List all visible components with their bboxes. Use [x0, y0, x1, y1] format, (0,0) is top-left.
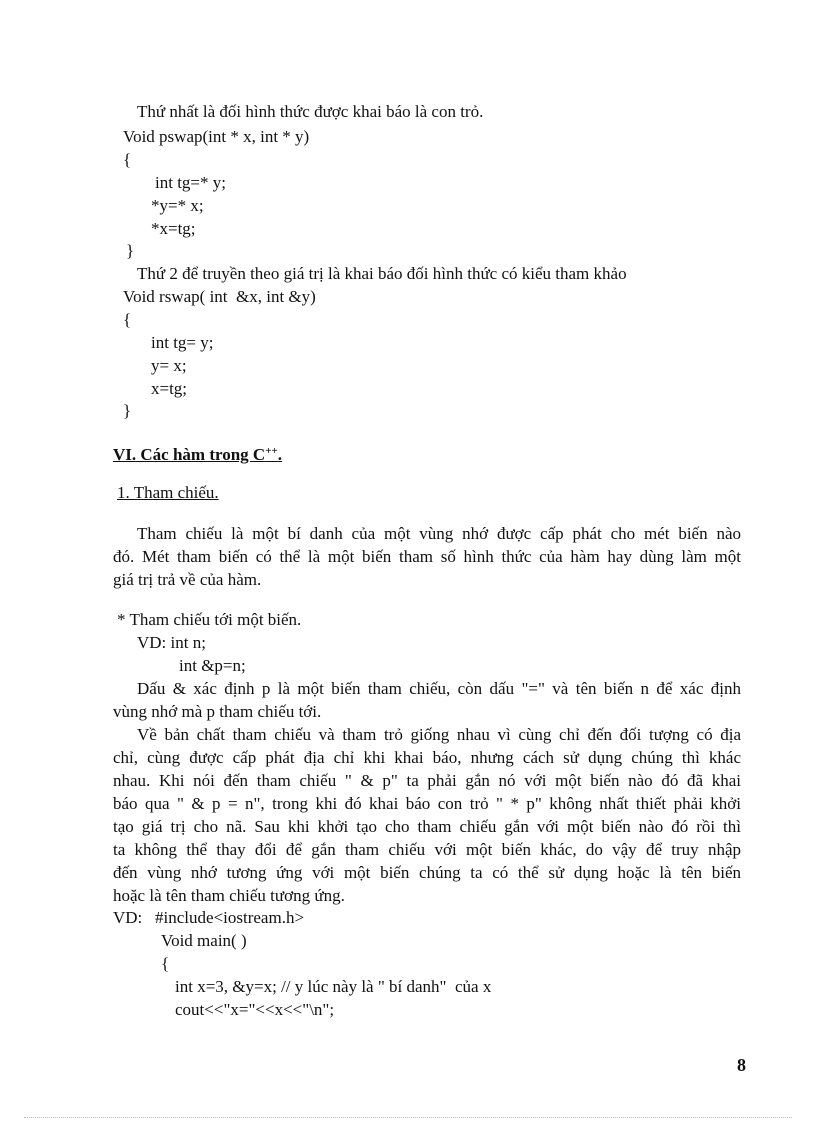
- code2-line: y= x;: [151, 356, 187, 375]
- vd1-line: VD: int n;: [137, 633, 206, 652]
- vd2-line: int x=3, &y=x; // y lúc này là " bí danh" của x: [175, 977, 492, 996]
- section-heading-sup: ++: [265, 445, 278, 457]
- code2-line: int tg= y;: [151, 333, 214, 352]
- code2-open-brace: {: [123, 310, 132, 329]
- vd2-line: Void main( ): [161, 931, 247, 950]
- para2-line: vùng nhớ mà p tham chiếu tới.: [113, 702, 322, 721]
- vd2-line: VD: #include<iostream.h>: [113, 908, 305, 927]
- para3-line: đến vùng nhớ tương ứng với một biến chúng ta có thể sử dụng hoặc là tên biến: [113, 863, 741, 882]
- para3-line: chỉ, cùng được cấp phát địa chỉ khi khai báo, nhưng cách sử dụng chúng thì khác: [113, 748, 741, 767]
- code2-line: x=tg;: [151, 379, 188, 398]
- para3-line: tạo giá trị cho nã. Sau khi khởi tạo cho tham chiếu gắn với một biến nào đó rồi thì: [113, 817, 741, 836]
- subheading: 1. Tham chiếu.: [117, 483, 219, 502]
- bullet-item: * Tham chiếu tới một biến.: [117, 610, 302, 629]
- para3-line: nhau. Khi nói đến tham chiếu " & p" ta phải gắn nó với một biến nào đó đã khai: [113, 771, 741, 790]
- section-heading: [113, 441, 282, 465]
- code1-signature: Void pswap(int * x, int * y): [123, 127, 310, 146]
- para1-line: đó. Mét tham biến có thể là một biến tham số hình thức của hàm hay dùng làm một: [113, 547, 741, 566]
- para3-line: Về bản chất tham chiếu và tham trỏ giống nhau vì cùng chỉ đến đối tượng có địa: [137, 725, 741, 744]
- para2-line: Dấu & xác định p là một biến tham chiếu, còn dấu "=" và tên biến n để xác định: [137, 679, 741, 698]
- code1-line: *y=* x;: [151, 196, 204, 215]
- para3-line: ta không thể thay đổi để gắn tham chiếu với một biến khác, do vậy để truy nhập: [113, 840, 741, 859]
- code1-close-brace: }: [126, 241, 135, 260]
- page-bottom-rule: [24, 1117, 792, 1118]
- section-heading-tail: .: [277, 445, 283, 464]
- vd2-open-brace: {: [161, 954, 170, 973]
- code1-line: int tg=* y;: [155, 173, 226, 192]
- page-number: 8: [737, 1055, 746, 1075]
- code1-line: *x=tg;: [151, 219, 196, 238]
- code2-signature: Void rswap( int &x, int &y): [123, 287, 316, 306]
- para3-line: báo qua " & p = n", trong khi đó khai báo con trỏ " * p" không nhất thiết phải khởi: [113, 794, 741, 813]
- section-heading-text: VI. Các hàm trong C: [113, 445, 266, 464]
- vd1-line: int &p=n;: [179, 656, 246, 675]
- para3-line: hoặc là tên tham chiếu tương ứng.: [113, 886, 345, 905]
- code1-open-brace: {: [123, 150, 132, 169]
- para1-line: Tham chiếu là một bí danh của một vùng nhớ được cấp phát cho mét biến nào: [137, 524, 741, 543]
- para1-line: giá trị trả về của hàm.: [113, 570, 262, 589]
- vd2-line: cout<<"x="<<x<<"\n";: [175, 1000, 335, 1019]
- code1-intro: Thứ nhất là đối hình thức được khai báo là con trỏ.: [137, 102, 484, 121]
- code2-close-brace: }: [123, 401, 132, 420]
- code2-intro: Thứ 2 để truyền theo giá trị là khai báo đối hình thức có kiểu tham khảo: [137, 264, 627, 283]
